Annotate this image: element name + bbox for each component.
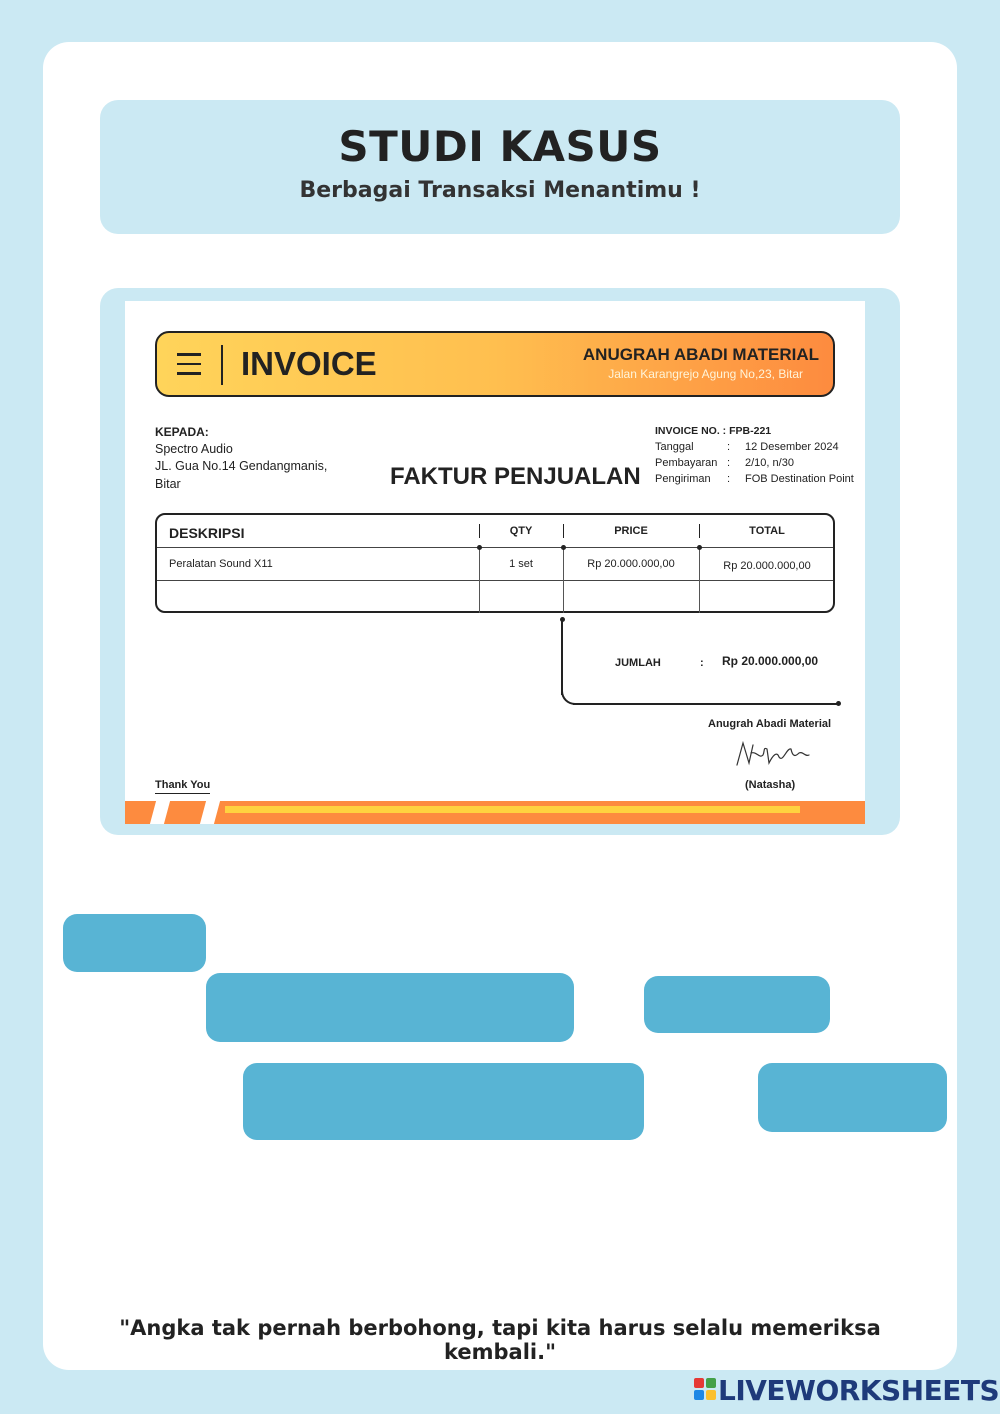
meta-key: Pembayaran [655,457,718,469]
company-name: ANUGRAH ABADI MATERIAL [582,345,819,364]
summary-line [561,685,581,705]
signatory-name: (Natasha) [745,779,796,791]
brand-tile [694,1378,704,1388]
company-address: Jalan Karangrejo Agung No,23, Bitar [608,367,803,381]
brand-logo-icon [694,1378,716,1400]
column-header-qty: QTY [509,525,533,537]
meta-key: Tanggal [655,441,694,453]
brand-name: LIVEWORKSHEETS [718,1374,1000,1407]
divider [563,547,564,613]
invoice-image [125,301,865,824]
meta-row: Tanggal : 12 Desember 2024 [655,441,839,453]
brand-tile [694,1390,704,1400]
recipient-label: KEPADA: [155,425,209,439]
meta-value: 12 Desember 2024 [745,441,839,453]
sum-value: Rp 20.000.000,00 [722,654,819,668]
invoice-title: INVOICE [241,345,377,382]
invoice-header-bar [155,331,835,397]
brand-tile [706,1390,716,1400]
answer-field-1[interactable] [63,914,206,972]
answer-field-2[interactable] [206,973,574,1042]
divider [479,547,480,613]
page-subtitle: Berbagai Transaksi Menantimu ! [299,178,701,203]
footer-stripe-accent [225,806,800,813]
sum-colon: : [700,657,704,669]
divider-dot [697,545,702,550]
meta-row: Pengiriman : FOB Destination Point [655,473,854,485]
items-table [155,513,835,613]
divider-dot [477,545,482,550]
sum-label: JUMLAH [615,657,661,669]
answer-field-4[interactable] [243,1063,644,1140]
row-description: Peralatan Sound X11 [169,558,273,570]
meta-key: Pengiriman [655,473,711,485]
quote-text: "Angka tak pernah berbohong, tapi kita harus selalu memeriksa kembali." [119,1316,881,1364]
invoice-number [655,425,771,437]
page-title: STUDI KASUS [338,122,662,171]
row-price: Rp 20.000.000,00 [587,558,675,570]
meta-value: 2/10, n/30 [745,457,794,469]
invoice-number-label: INVOICE NO. : [655,425,727,437]
signatory-company: Anugrah Abadi Material [708,718,832,730]
recipient-address-2: Bitar [155,477,181,491]
brand-tile [706,1378,716,1388]
signature [733,737,813,771]
connector-dot [836,701,841,706]
meta-row: Pembayaran : 2/10, n/30 [655,457,794,469]
answer-field-3[interactable] [644,976,830,1033]
answer-field-5[interactable] [758,1063,947,1132]
invoice-number-value: FPB-221 [729,425,772,437]
divider [157,547,833,548]
thank-you-text: Thank You [155,779,210,794]
document-title: FAKTUR PENJUALAN [390,463,641,490]
divider-dot [561,545,566,550]
recipient-address-1: JL. Gua No.14 Gendangmanis, [155,459,328,473]
row-qty: 1 set [509,558,533,570]
column-header-price: PRICE [614,525,648,537]
row-total: Rp 20.000.000,00 [723,560,811,572]
menu-icon [177,353,201,375]
summary-line [573,703,839,705]
header-box [100,100,900,234]
column-header-description: DESKRIPSI [169,525,245,541]
divider [221,345,223,385]
summary-line [561,619,563,695]
column-header-total: TOTAL [749,525,785,537]
recipient-name: Spectro Audio [155,442,233,456]
divider [699,547,700,613]
meta-value: FOB Destination Point [745,473,854,485]
divider [157,580,833,581]
